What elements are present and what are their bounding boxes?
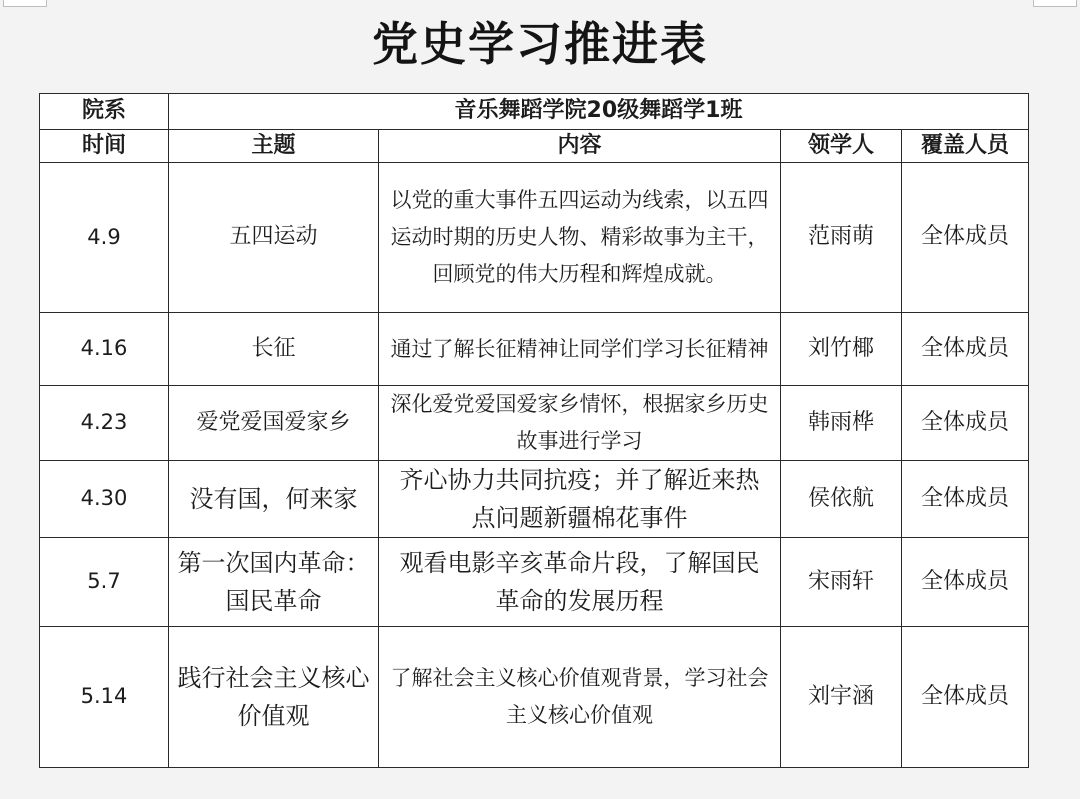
row-coverage: 全体成员 — [902, 313, 1029, 386]
row-leader: 范雨萌 — [781, 163, 902, 313]
row-topic: 五四运动 — [169, 163, 379, 313]
department-value: 音乐舞蹈学院20级舞蹈学1班 — [169, 94, 1029, 130]
row-coverage: 全体成员 — [902, 163, 1029, 313]
table-row — [40, 163, 1029, 313]
header-content: 内容 — [379, 130, 781, 163]
row-coverage: 全体成员 — [902, 538, 1029, 627]
row-content: 通过了解长征精神让同学们学习长征精神 — [379, 313, 781, 386]
row-coverage: 全体成员 — [902, 461, 1029, 538]
row-content: 了解社会主义核心价值观背景，学习社会主义核心价值观 — [379, 627, 781, 768]
row-time: 4.30 — [40, 461, 169, 538]
row-coverage: 全体成员 — [902, 627, 1029, 768]
row-time: 5.7 — [40, 538, 169, 627]
row-time: 4.9 — [40, 163, 169, 313]
row-leader: 侯依航 — [781, 461, 902, 538]
table-row — [40, 461, 1029, 538]
row-topic: 没有国，何来家 — [169, 461, 379, 538]
row-time: 5.14 — [40, 627, 169, 768]
table-row — [40, 386, 1029, 461]
document-title: 党史学习推进表 — [372, 17, 708, 71]
row-leader: 宋雨轩 — [781, 538, 902, 627]
row-content: 以党的重大事件五四运动为线索，以五四运动时期的历史人物、精彩故事为主干，回顾党的伟大历程和辉煌成就。 — [379, 163, 781, 313]
study-plan-table — [39, 93, 1029, 768]
page-edge-mark-left — [3, 0, 47, 7]
column-header-row — [40, 130, 1029, 163]
department-label: 院系 — [40, 94, 169, 130]
row-topic: 第一次国内革命：国民革命 — [169, 538, 379, 627]
row-leader: 刘宇涵 — [781, 627, 902, 768]
row-content: 齐心协力共同抗疫；并了解近来热点问题新疆棉花事件 — [379, 461, 781, 538]
row-topic: 践行社会主义核心价值观 — [169, 627, 379, 768]
department-row — [40, 94, 1029, 130]
table-row — [40, 313, 1029, 386]
header-leader: 领学人 — [781, 130, 902, 163]
table-row — [40, 538, 1029, 627]
row-leader: 韩雨桦 — [781, 386, 902, 461]
row-leader: 刘竹椰 — [781, 313, 902, 386]
row-topic: 爱党爱国爱家乡 — [169, 386, 379, 461]
page-edge-mark-right — [1033, 0, 1077, 7]
row-time: 4.23 — [40, 386, 169, 461]
row-content: 深化爱党爱国爱家乡情怀，根据家乡历史故事进行学习 — [379, 386, 781, 461]
header-time: 时间 — [40, 130, 169, 163]
row-time: 4.16 — [40, 313, 169, 386]
row-coverage: 全体成员 — [902, 386, 1029, 461]
table-row — [40, 627, 1029, 768]
header-coverage: 覆盖人员 — [902, 130, 1029, 163]
row-topic: 长征 — [169, 313, 379, 386]
header-topic: 主题 — [169, 130, 379, 163]
row-content: 观看电影辛亥革命片段，了解国民革命的发展历程 — [379, 538, 781, 627]
